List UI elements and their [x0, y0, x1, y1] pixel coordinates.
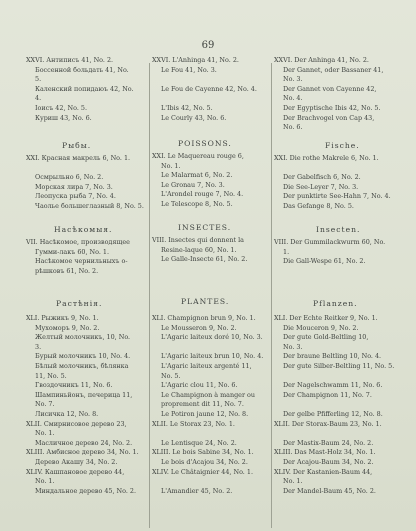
entry-line: Der Nagelschwamm 11, No. 6. — [283, 381, 383, 390]
fish-french — [152, 152, 272, 210]
entry-line: XLII. Смирнисовое дерево 23, — [26, 419, 127, 428]
entry-line: No. 1. — [35, 477, 55, 486]
entry-line: Le Malarmat 6, No. 2. — [161, 171, 233, 180]
entry-line: Лисичка 12, No. 8. — [35, 409, 99, 418]
entry-line: 11, No. 5. — [35, 371, 67, 380]
entry-line: Der Mandel-Baum 45, No. 2. — [283, 486, 376, 495]
entry-line: No. 5. — [161, 371, 181, 380]
insects-french — [152, 236, 272, 265]
plants-russian — [26, 314, 146, 496]
heading-fish-russian: Рыбы. — [62, 141, 92, 150]
entry-line: рѣшковъ 61, No. 2. — [35, 266, 99, 275]
entry-line: Das Gefange 8, No. 5. — [283, 201, 354, 210]
entry-line: XLIII. Le bois Sabine 34, No. 1. — [152, 448, 254, 457]
entry-line: Der Brachvogel von Cap 43, — [283, 113, 375, 122]
entry-line — [274, 429, 404, 439]
entry-line: Осмрыльно 6, No. 2. — [35, 173, 104, 182]
entry-line: XLIV. Der Kastanien-Baum 44, — [274, 467, 373, 476]
entry-line: Iоисъ 42, No. 5. — [35, 103, 87, 112]
entry-line — [26, 164, 146, 174]
entry-line: Le Mousseron 9, No. 2. — [161, 323, 237, 332]
entry-line: XLII. Der Storax-Baum 23, No. 1. — [274, 419, 382, 428]
entry-line: L'Ibis 42, No. 5. — [161, 103, 213, 112]
entry-line: L'Arondel rouge 7, No. 4. — [161, 190, 244, 199]
column-divider-left — [149, 63, 150, 528]
entry-line: No. 6. — [283, 123, 303, 132]
entry-line: Der Gannet von Cayenne 42, — [283, 84, 377, 93]
entry-line: XLI. Champignon brun 9, No. 1. — [152, 314, 256, 322]
entry-line: Бурый молочникъ 10, No. 4. — [35, 352, 131, 361]
entry-line: Масличное дерево 24, No. 2. — [35, 438, 133, 447]
entry-line: XXI. Красная макрель 6, No. 1. — [26, 154, 131, 162]
entry-line: Le Telescope 8, No. 5. — [161, 199, 233, 208]
entry-line: XXI. Le Maquereau rouge 6, — [152, 152, 244, 160]
entry-line: No. 1. — [161, 161, 181, 170]
heading-insects-french: INSECTES. — [178, 223, 232, 232]
entry-line: Le bois d'Acajou 34, No. 2. — [161, 457, 248, 466]
entry-line: Der Gabelfisch 6, No. 2. — [283, 173, 361, 182]
heading-fish-french: POISSONS. — [178, 139, 232, 148]
entry-line: Боссенной больдать 41, No. — [35, 65, 129, 74]
entry-line: proprement dit 11, No. 7. — [161, 400, 244, 409]
entry-line: Le Galle-Insecte 61, No. 2. — [161, 255, 248, 264]
entry-line: Der Gannet, oder Bassaner 41, — [283, 65, 384, 74]
insects-russian — [26, 238, 146, 276]
entry-line: XXI. Die rothe Makrele 6, No. 1. — [274, 154, 379, 162]
entry-line: XLIII. Амбисное дерево 34, No. 1. — [26, 448, 139, 457]
heading-plants-german: Pflanzen. — [313, 299, 358, 308]
entry-line: Чаолье большеглазный 8, No. 5. — [35, 201, 144, 210]
heading-fish-german: Fische. — [325, 141, 360, 150]
entry-line: XXVI. Антиписъ 41, No. 2. — [26, 56, 114, 64]
entry-line: 1. — [283, 247, 290, 256]
entry-line: Le Potiron jaune 12, No. 8. — [161, 409, 249, 418]
entry-line — [274, 164, 404, 174]
entry-line: Le Lentisque 24, No. 2. — [161, 438, 237, 447]
entry-line: Der punktirte See-Hahn 7, No. 4. — [283, 192, 391, 201]
entry-line: Der gute Gold-Beltling 10, — [283, 333, 369, 342]
entry-line: 4. — [35, 94, 42, 103]
entry-line: L'Agaric clou 11, No. 6. — [161, 381, 238, 390]
entry-line: XLI. Рыжикъ 9, No. 1. — [26, 314, 99, 322]
entry-line: Куриш 43, No. 6. — [35, 113, 92, 122]
entry-line: Желтый молочникъ, 10, No. — [35, 333, 131, 342]
entry-line — [152, 477, 272, 487]
entry-line: Der Champignon 11, No. 7. — [283, 390, 372, 399]
entry-line: XXVI. Der Anhinga 41, No. 2. — [274, 56, 369, 64]
entry-line: XLI. Der Echte Reitker 9, No. 1. — [274, 314, 378, 322]
entry-line: Le Courly 43, No. 6. — [161, 113, 227, 122]
entry-line: No. 7. — [35, 400, 55, 409]
entry-line — [152, 429, 272, 439]
entry-line: Le Champignon à manger ou — [161, 390, 256, 399]
entry-line: Der gute Silber-Beltling 11, No. 5. — [283, 361, 395, 370]
entry-line — [152, 343, 272, 353]
entry-line: VII. Насѣкомое, производящее — [26, 238, 130, 246]
entry-line: Der Mastix-Baum 24, No. 2. — [283, 438, 374, 447]
plants-german — [274, 314, 404, 496]
birds-russian — [26, 56, 146, 123]
entry-line: Le Gronau 7, No. 3. — [161, 180, 225, 189]
entry-line: Le Fou de Cayenne 42, No. 4. — [161, 84, 257, 93]
entry-line: Le Fou 41, No. 3. — [161, 65, 217, 74]
entry-line — [274, 400, 404, 410]
entry-line: XLIII. Das Mast-Holz 34, No. 1. — [274, 448, 376, 457]
entry-line: Der Acajou-Baum 34, No. 2. — [283, 457, 374, 466]
entry-line: XLIV. Кашпановое дерево 44, — [26, 467, 125, 476]
heading-insects-russian: Насѣкомыя. — [54, 225, 113, 234]
entry-line: VIII. Insectes qui donnent la — [152, 236, 244, 244]
plants-french — [152, 314, 272, 496]
heading-insects-german: Insecten. — [316, 225, 361, 234]
page-number: 69 — [201, 40, 215, 51]
entry-line: Der gelbe Pfifferling 12, No. 8. — [283, 409, 383, 418]
entry-line: Der braune Beltling 10, No. 4. — [283, 352, 382, 361]
entry-line: Resine-laque 60, No. 1. — [161, 245, 237, 254]
entry-line: Бѣлый молочникъ, бѣлянка — [35, 361, 129, 370]
entry-line: Die Mouceron 9, No. 2. — [283, 323, 359, 332]
entry-line: XXVI. L'Anhinga 41, No. 2. — [152, 56, 239, 64]
entry-line: No. 4. — [283, 94, 303, 103]
heading-plants-french: PLANTES. — [181, 297, 230, 306]
entry-line: Миндальное дерево 45, No. 2. — [35, 486, 137, 495]
entry-line: No. 1. — [283, 477, 303, 486]
entry-line — [274, 372, 404, 382]
heading-plants-russian: Растѣнія. — [56, 299, 103, 308]
entry-line: L'Agaric laiteux argenté 11, — [161, 361, 252, 370]
entry-line: No. 3. — [283, 75, 303, 84]
entry-line: Насѣкомое чернильныхъ о- — [35, 257, 128, 266]
entry-line: Гвоздочникъ 11, No. 6. — [35, 381, 113, 390]
entry-line: XLIV. Le Châtaignier 44, No. 1. — [152, 467, 253, 476]
entry-line: Der Egyptische Ibis 42, No. 5. — [283, 103, 381, 112]
entry-line — [152, 94, 272, 104]
entry-line: XLII. Le Storax 23, No. 1. — [152, 419, 235, 428]
entry-line: Мухоморъ 9, No. 2. — [35, 323, 100, 332]
entry-line: L'Amandier 45, No. 2. — [161, 486, 233, 495]
entry-line: No. 1. — [35, 429, 55, 438]
entry-line: Дерево Акашу 34, No. 2. — [35, 457, 118, 466]
entry-line: Морская лира 7, No. 3. — [35, 182, 113, 191]
entry-line: L'Agaric laiteux doré 10, No. 3. — [161, 333, 263, 342]
fish-russian — [26, 154, 146, 212]
entry-line: Шампиньйонъ, печерица 11, — [35, 390, 133, 399]
birds-french — [152, 56, 272, 123]
birds-german — [274, 56, 404, 133]
fish-german — [274, 154, 404, 212]
entry-line: Die See-Leyer 7, No. 3. — [283, 182, 359, 191]
entry-line: 3. — [35, 342, 42, 351]
entry-line: Die Gall-Wespe 61, No. 2. — [283, 257, 366, 266]
entry-line: 5. — [35, 75, 42, 84]
entry-line: Каленский попидаюъ 42, No. — [35, 84, 134, 93]
entry-line: VIII. Der Gummilackwurm 60, No. — [274, 238, 386, 246]
entry-line: Леопуска рыба 7, No. 4. — [35, 192, 116, 201]
entry-line: No. 3. — [283, 342, 303, 351]
entry-line — [152, 75, 272, 85]
entry-line: L'Agaric laiteux brun 10, No. 4. — [161, 352, 264, 361]
insects-german — [274, 238, 404, 267]
entry-line: Гумми-лакъ 60, No. 1. — [35, 247, 109, 256]
